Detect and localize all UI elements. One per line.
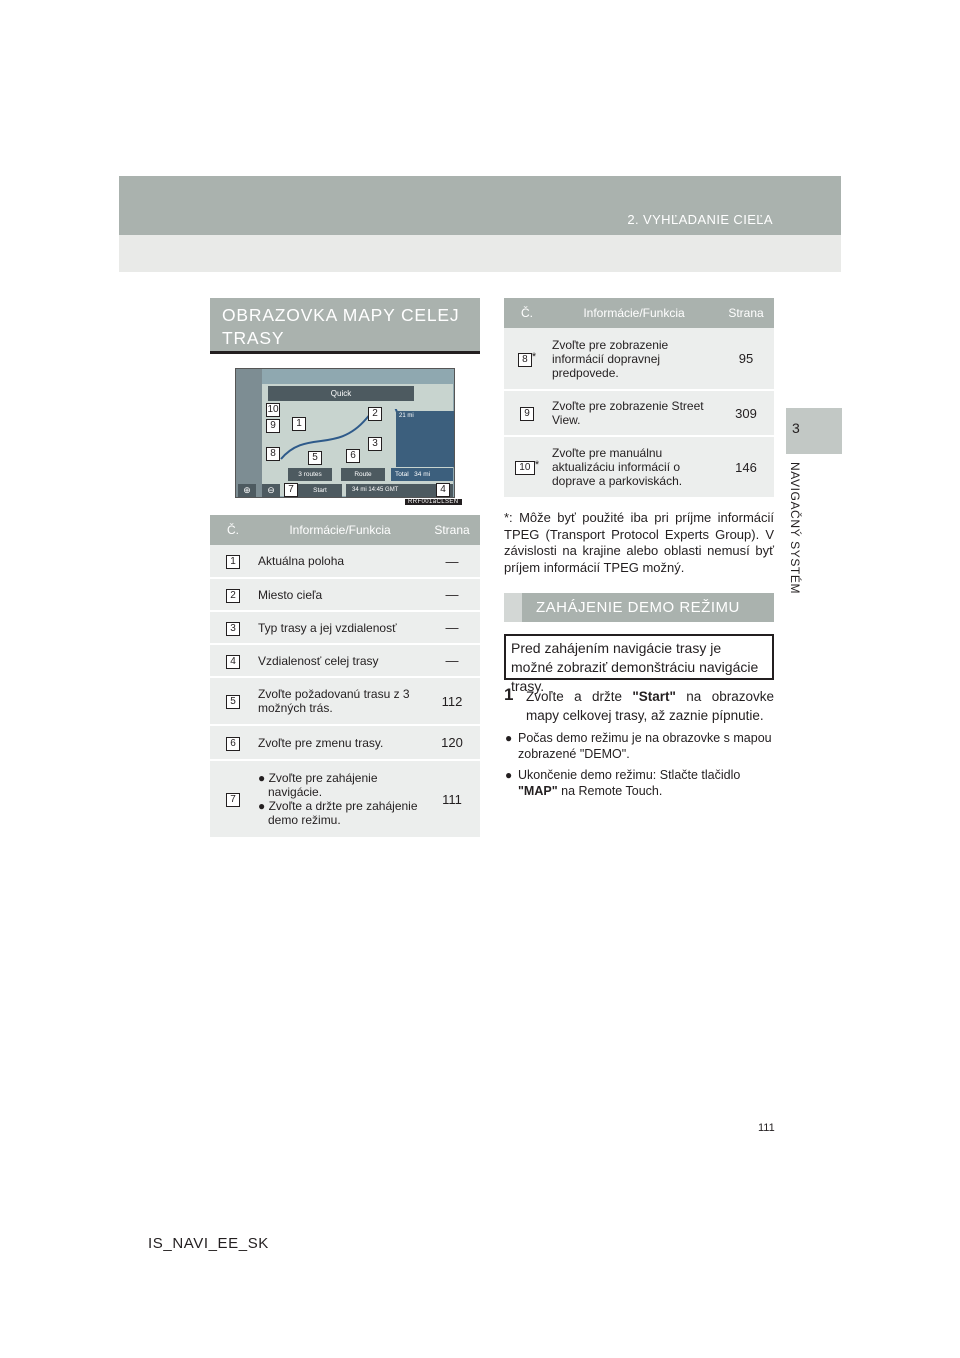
- row-page: —: [424, 578, 480, 611]
- route-map-screenshot: [235, 368, 455, 498]
- callout-1: 1: [292, 417, 306, 431]
- chapter-side-label: NAVIGAČNÝ SYSTÉM: [788, 462, 802, 595]
- section-heading-demo: ZAHÁJENIE DEMO REŽIMU: [504, 593, 774, 622]
- row-info: Zvoľte pre manuálnu aktualizáciu informácií o doprave a parkoviskách.: [550, 436, 718, 498]
- footnote-star: *: [531, 350, 537, 363]
- col-number: Č.: [210, 515, 256, 545]
- bullet-icon: ●: [505, 731, 513, 745]
- chapter-tab: [786, 408, 842, 454]
- heading-accent: [504, 593, 522, 622]
- row-page: 95: [718, 328, 774, 390]
- col-info: Informácie/Funkcia: [550, 298, 718, 328]
- page-number: 111: [758, 1122, 775, 1134]
- row-info: Vzdialenosť celej trasy: [256, 644, 424, 677]
- three-routes-button: 3 routes: [288, 468, 332, 481]
- callout-6: 6: [346, 449, 360, 463]
- row-bullet: ● Zvoľte a držte pre zahájenie demo režimu.: [258, 799, 418, 827]
- table-row: [504, 436, 774, 498]
- zoom-in-icon: ⊕: [238, 484, 256, 497]
- header-band: [119, 176, 841, 272]
- zoom-out-icon: ⊖: [262, 484, 280, 497]
- step-number: 1: [504, 685, 514, 704]
- table-row: [210, 677, 480, 725]
- row-bullet: ● Zvoľte pre zahájenie navigácie.: [258, 771, 378, 799]
- callout-2: 2: [368, 407, 382, 421]
- row-number: 10: [515, 461, 535, 475]
- row-info: Typ trasy a jej vzdialenosť: [256, 611, 424, 644]
- col-page: Strana: [424, 515, 480, 545]
- callout-9: 9: [266, 419, 280, 433]
- col-number: Č.: [504, 298, 550, 328]
- panel-distance: 21 mi: [399, 413, 414, 419]
- row-number: 3: [226, 622, 240, 636]
- total-value: 34 mi: [414, 471, 431, 478]
- demo-intro: Pred zahájením navigácie trasy je možné zobraziť demonštráciu navigácie trasy.: [504, 634, 774, 680]
- demo-bullet-1: ● Počas demo režimu je na obrazovke s mapou zobrazené "DEMO".: [505, 731, 772, 761]
- right-info-table: [504, 298, 774, 499]
- demo-bullet-2: ● Ukončenie demo režimu: Stlačte tlačidlo "MAP" na Remote Touch.: [505, 768, 741, 798]
- map-keyword: "MAP": [518, 784, 558, 798]
- row-page: 309: [718, 390, 774, 436]
- row-number: 8: [518, 353, 532, 367]
- table-row: [210, 725, 480, 760]
- row-page: —: [424, 545, 480, 578]
- callout-7: 7: [284, 483, 298, 497]
- col-page: Strana: [718, 298, 774, 328]
- table-row: [210, 545, 480, 578]
- row-number: 2: [226, 589, 240, 603]
- route-info-panel: [396, 411, 455, 467]
- table-header-row: [210, 515, 480, 545]
- table-row: [504, 328, 774, 390]
- callout-8: 8: [266, 447, 280, 461]
- footnote-star: *: [534, 459, 540, 471]
- footnote: *: Môže byť použité iba pri príjme informácií TPEG (Transport Protocol Experts Group). V závislosti na krajine alebo oblasti nemusí byť príjem informácií TPEG možný.: [504, 510, 774, 575]
- table-row: [210, 760, 480, 838]
- quick-button: Quick: [268, 386, 414, 401]
- col-info: Informácie/Funkcia: [256, 515, 424, 545]
- bullet-icon: ●: [505, 768, 513, 782]
- figure-code: RRF001aCLSEN: [405, 499, 462, 505]
- row-page: 120: [424, 725, 480, 760]
- row-number: 5: [226, 695, 240, 709]
- row-info: [256, 760, 424, 838]
- row-info: Zvoľte pre zobrazenie informácií dopravnej predpovede.: [550, 328, 718, 390]
- row-info: Miesto cieľa: [256, 578, 424, 611]
- row-number: 1: [226, 555, 240, 569]
- table-row: [210, 578, 480, 611]
- row-info: Zvoľte požadovanú trasu z 3 možných trás.: [256, 677, 424, 725]
- row-page: —: [424, 644, 480, 677]
- row-number: 9: [520, 407, 534, 421]
- step-text: Zvoľte a držte "Start" na obrazovke mapy celkovej trasy, až zaznie pípnutie.: [526, 689, 774, 723]
- row-page: 111: [424, 760, 480, 838]
- callout-3: 3: [368, 437, 382, 451]
- route-button: Route: [341, 468, 385, 481]
- header-bar: [119, 176, 841, 235]
- left-info-table: [210, 515, 480, 839]
- row-number: 6: [226, 737, 240, 751]
- eta-info: 34 mi 14:45 GMT: [346, 484, 453, 497]
- start-button: Start: [298, 484, 342, 497]
- callout-10: 10: [267, 404, 279, 415]
- row-info: Aktuálna poloha: [256, 545, 424, 578]
- callout-4: 4: [436, 483, 450, 497]
- total-distance: [391, 468, 453, 481]
- row-page: 112: [424, 677, 480, 725]
- row-number: 7: [226, 793, 240, 807]
- row-number: 4: [226, 655, 240, 669]
- row-info: Zvoľte pre zobrazenie Street View.: [550, 390, 718, 436]
- table-row: [210, 611, 480, 644]
- total-label: Total: [395, 471, 409, 478]
- table-row: [504, 390, 774, 436]
- section-heading-route-map: OBRAZOVKA MAPY CELEJ TRASY: [210, 298, 480, 354]
- step-1: [504, 687, 774, 725]
- table-row: [210, 644, 480, 677]
- row-info: Zvoľte pre zmenu trasy.: [256, 725, 424, 760]
- screen-sidebar: [236, 369, 262, 498]
- chapter-number: 3: [792, 420, 800, 436]
- row-page: —: [424, 611, 480, 644]
- row-page: 146: [718, 436, 774, 498]
- start-keyword: "Start": [632, 689, 676, 704]
- callout-5: 5: [308, 451, 322, 465]
- document-code: IS_NAVI_EE_SK: [148, 1235, 269, 1252]
- table-header-row: [504, 298, 774, 328]
- chapter-title: 2. VYHĽADANIE CIEĽA: [627, 212, 773, 227]
